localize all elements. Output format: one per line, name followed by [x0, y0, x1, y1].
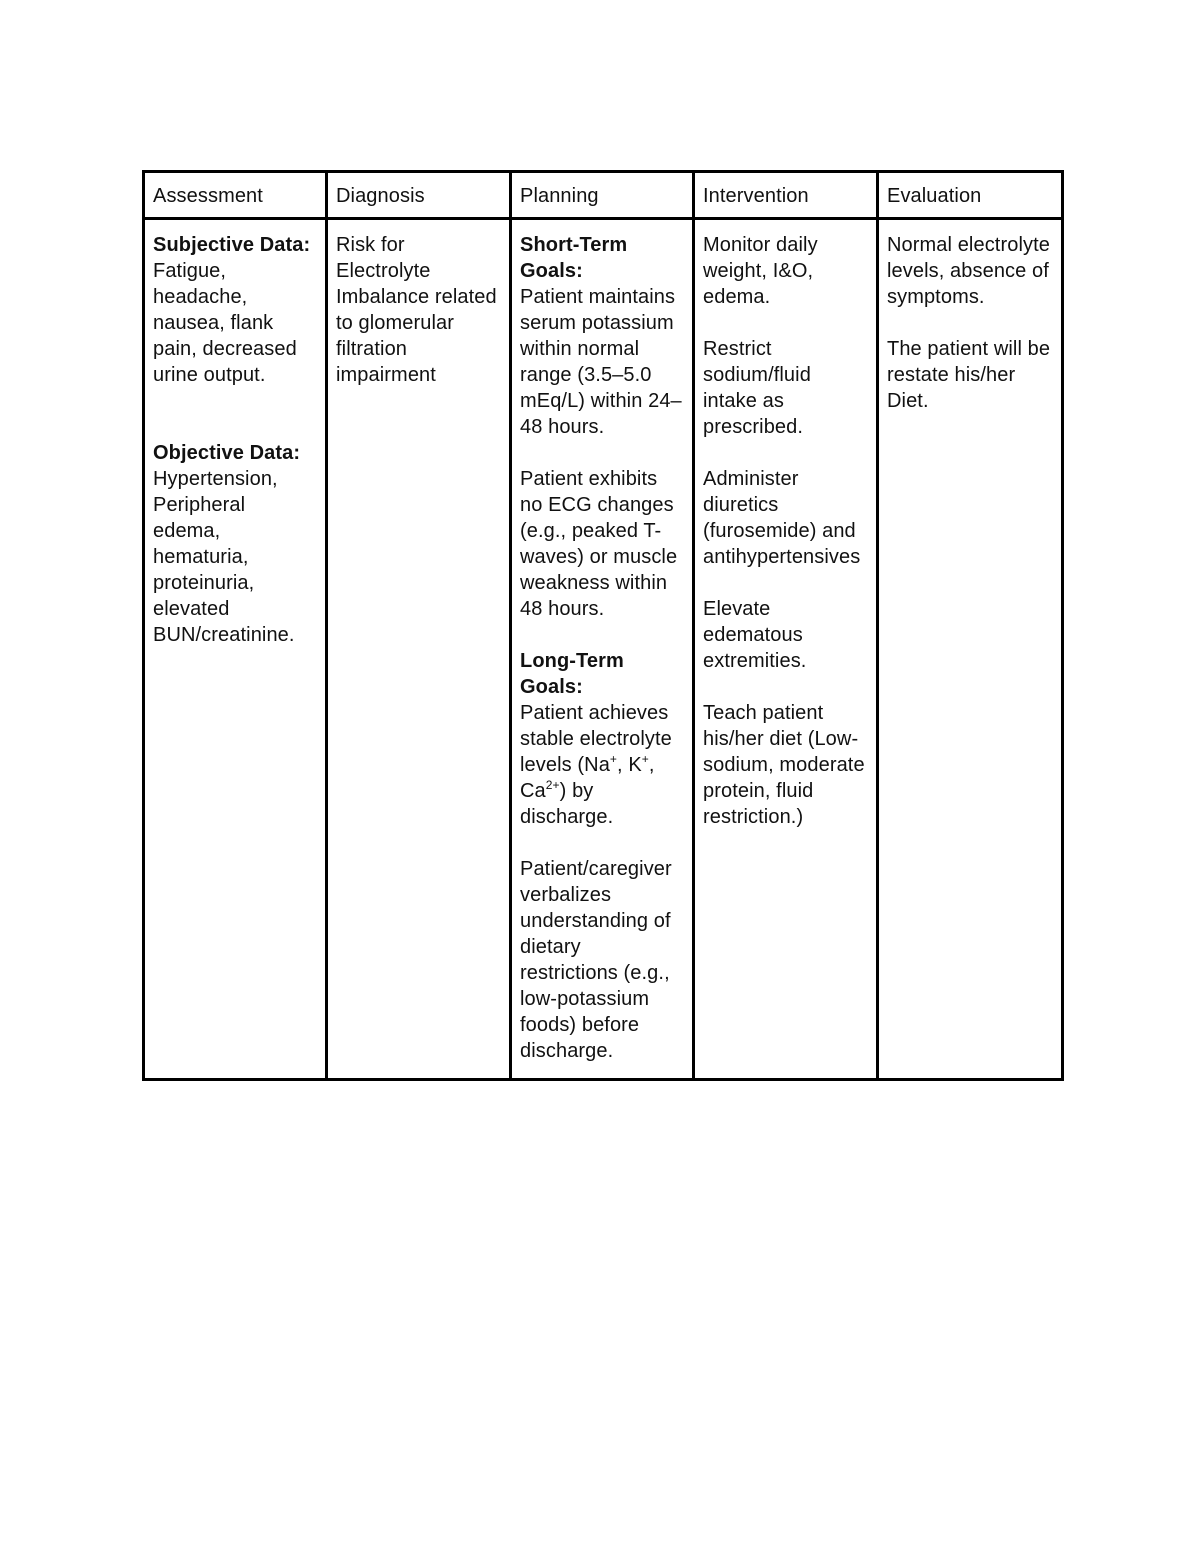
long-term-goal-2: Patient/caregiver verbalizes understanding of dietary restrictions (e.g., low-potassium foods) before discharge. — [520, 858, 672, 1062]
assessment-cell — [144, 219, 327, 1080]
intervention-item-2: Restrict sodium/fluid intake as prescribed. — [703, 338, 811, 438]
header-assessment: Assessment — [144, 172, 327, 219]
nursing-care-plan-table — [142, 170, 1064, 1081]
long-term-goals-label: Long-Term Goals: — [520, 650, 624, 698]
intervention-item-1: Monitor daily weight, I&O, edema. — [703, 234, 818, 308]
subjective-data-label: Subjective Data: — [153, 234, 311, 256]
header-planning: Planning — [511, 172, 694, 219]
short-term-goal-1: Patient maintains serum potassium within normal range (3.5–5.0 mEq/L) within 24–48 hours. — [520, 286, 682, 438]
evaluation-cell — [878, 219, 1063, 1080]
diagnosis-cell — [327, 219, 511, 1080]
content-row — [144, 219, 1063, 1080]
objective-data-text: Hypertension, Peripheral edema, hematuria, proteinuria, elevated BUN/creatinine. — [153, 468, 295, 646]
intervention-item-5: Teach patient his/her diet (Low-sodium, moderate protein, fluid restriction.) — [703, 702, 865, 828]
short-term-goal-2: Patient exhibits no ECG changes (e.g., peaked T-waves) or muscle weakness within 48 hours. — [520, 468, 678, 620]
planning-cell — [511, 219, 694, 1080]
intervention-item-4: Elevate edematous extremities. — [703, 598, 807, 672]
subjective-data-text: Fatigue, headache, nausea, flank pain, decreased urine output. — [153, 260, 297, 386]
long-term-goal-1: Patient achieves stable electrolyte levels (Na+, K+, $Ca^{2+}$) by discharge. — [520, 702, 672, 828]
evaluation-item-1: Normal electrolyte levels, absence of symptoms. — [887, 234, 1050, 308]
objective-data-label: Objective Data: — [153, 442, 301, 464]
header-intervention: Intervention — [694, 172, 878, 219]
header-evaluation: Evaluation — [878, 172, 1063, 219]
header-diagnosis: Diagnosis — [327, 172, 511, 219]
diagnosis-text: Risk for Electrolyte Imbalance related to glomerular filtration impairment — [336, 234, 497, 386]
short-term-goals-label: Short-Term Goals: — [520, 234, 628, 282]
intervention-item-3: Administer diuretics (furosemide) and antihypertensives — [703, 468, 861, 568]
intervention-cell — [694, 219, 878, 1080]
header-row — [144, 172, 1063, 219]
evaluation-item-2: The patient will be restate his/her Diet. — [887, 338, 1051, 412]
